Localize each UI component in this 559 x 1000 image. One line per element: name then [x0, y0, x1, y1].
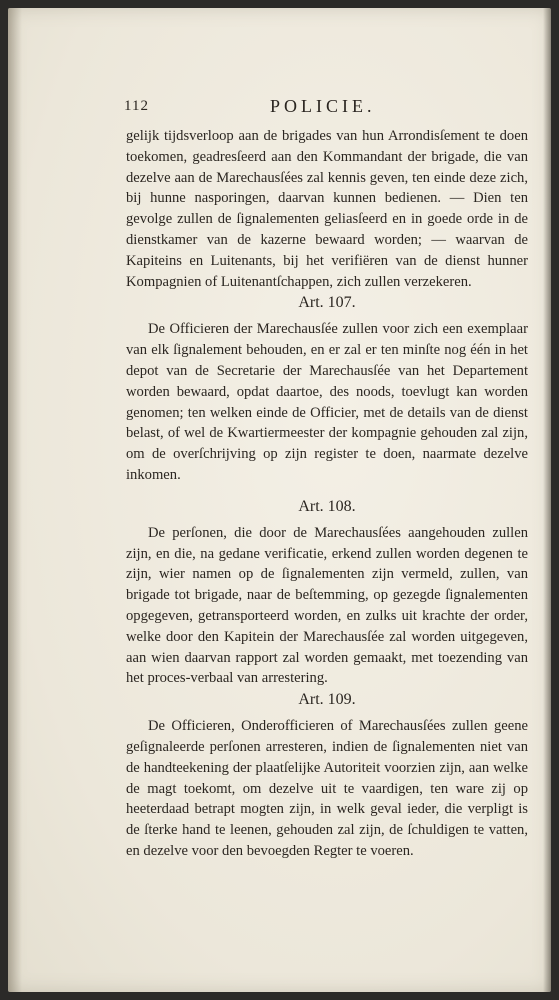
page-number: 112 [124, 98, 149, 114]
article-heading-107: Art. 107. [298, 294, 356, 312]
page-gutter-shadow [8, 8, 22, 992]
running-title: POLICIE. [270, 96, 376, 116]
paragraph-article-107: De Officieren der Marechausſée zullen voor zich een exemplaar van elk ſignalement behouden, en er zal er ten minſte nog één in het depot van de Secretarie der Marechausſée van het Departement worden bewaard, opdat daartoe, des noods, toevlugt kan worden genomen; ten welken einde de Officier, met de details van de dienst belast, of wel de Kwartiermeester der kompagnie gehouden zal zijn, om de overſchrijving op zijn register te doen, naarmate dezelve inkomen. [126, 321, 528, 483]
paragraph-continued: gelijk tijdsverloop aan de brigades van hun Arrondisſement te doen toekomen, geadresſeerd aan den Kommandant der brigade, die van dezelve aan de Marechausſées zal kennis geven, ten einde deze zich, bij hunne nasporingen, daarvan kunnen bedienen. — Dien ten gevolge zullen de ſignalementen geliasſeerd en in goede orde in de dienstkamer van de kazerne bewaard worden; — waarvan de Kapiteins en Luitenants, bij het verifiëren van de dienst hunner Kompagnien of Luitenantſchappen, zich zullen verzekeren. [126, 128, 528, 290]
article-heading-108: Art. 108. [298, 497, 356, 515]
paragraph-article-109: De Officieren, Onderofficieren of Marechausſées zullen geene geſignaleerde perſonen arresteren, indien de ſignalementen niet van de handteekening der plaatſelijke Autoriteit voorzien zijn, aan welke de magt toekomt, om dezelve uit te vaardigen, ten ware zij op heeterdaad betrapt mogten zijn, in welk geval ieder, die verpligt is de ſterke hand te leenen, gehouden zal zijn, de ſchuldigen te vatten, en dezelve voor den bevoegden Regter te voeren. [126, 718, 528, 859]
page-body [126, 126, 528, 862]
paragraph-article-108: De perſonen, die door de Marechausſées aangehouden zullen zijn, en die, na gedane verificatie, erkend zullen worden degenen te zijn, wier namen op de ſignalementen zijn vermeld, zullen, van brigade tot brigade, naar de beſtemming, op gezegde ſignalementen opgegeven, getransporteerd worden, en zulks uit krachte der order, welke door den Kapitein der Marechausſée zal worden uitgegeven, aan wien daarvan rapport zal worden gemaakt, met toezending van het proces-verbaal van arrestering. [126, 524, 528, 687]
article-heading-109: Art. 109. [298, 691, 356, 709]
book-page [8, 8, 551, 992]
page-header [124, 96, 524, 118]
page-edge-shadow [543, 8, 551, 992]
